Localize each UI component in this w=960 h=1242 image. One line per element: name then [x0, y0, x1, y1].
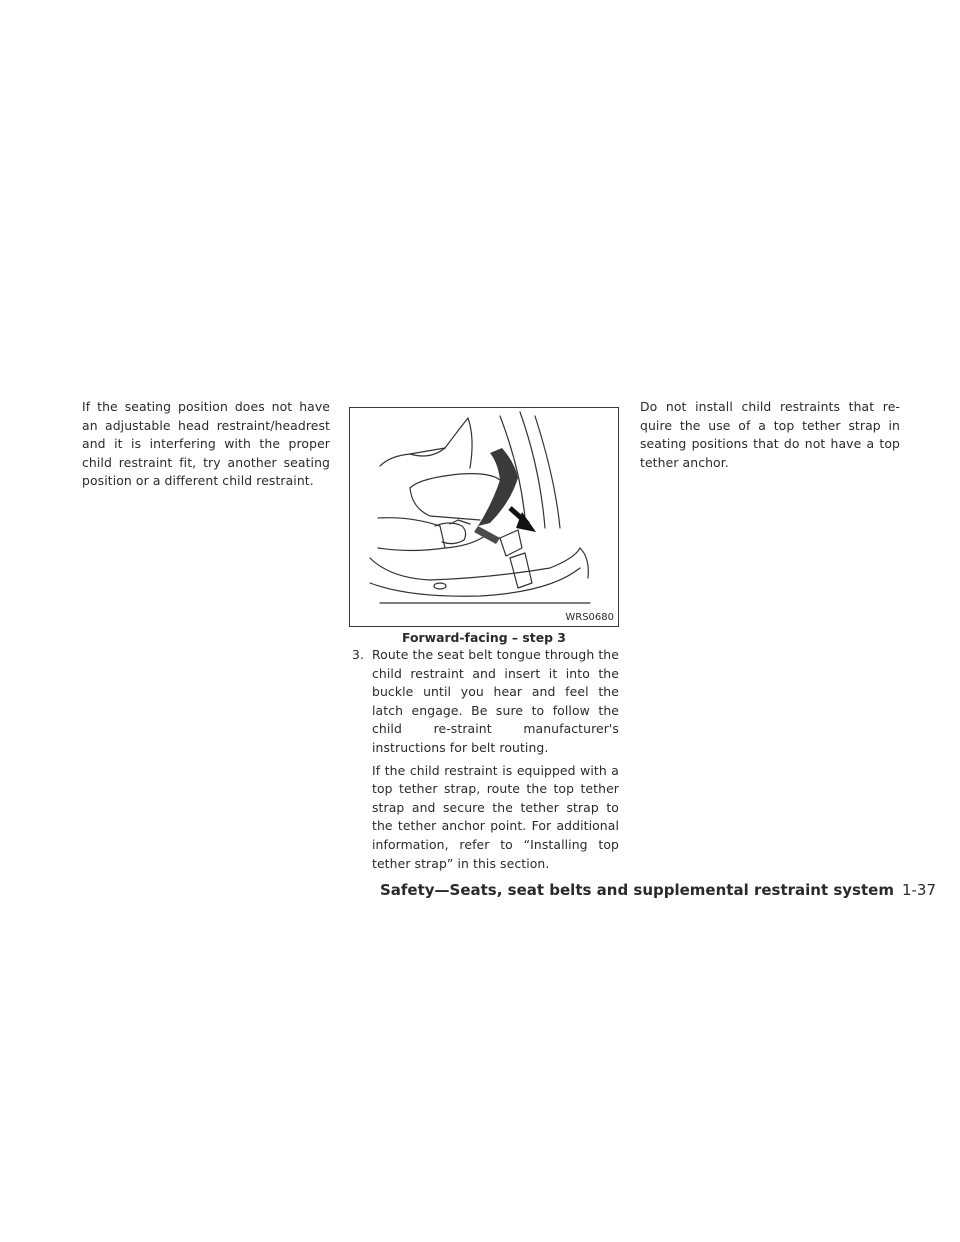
page-number: 1-37	[901, 881, 936, 899]
figure-illustration	[349, 407, 619, 627]
step-text: Route the seat belt tongue through the child restraint and insert it into the buckle until you hear and feel the latch engage. Be sure to follow the child re-straint manufacturer's instructions for belt routing.	[372, 647, 619, 755]
step-3	[352, 646, 619, 873]
page-footer	[380, 880, 936, 900]
seat-belt-buckle-illustration	[350, 408, 619, 627]
right-column	[640, 398, 900, 472]
figure-caption: Forward-facing – step 3	[402, 630, 566, 645]
step-number: 3.	[352, 647, 365, 662]
tether-anchor-paragraph: Do not install child restraints that re-quire the use of a top tether strap in seating positions that do not have a top tether anchor.	[640, 399, 900, 470]
head-restraint-paragraph: If the seating position does not have an adjustable head restraint/headrest and it is interfering with the proper child restraint fit, try another seating position or a different child restraint.	[82, 399, 330, 489]
top-tether-paragraph: If the child restraint is equipped with a top tether strap, route the top tether strap and secure the tether strap to the tether anchor point. For additional information, refer to “Installing top tether strap” in this section.	[372, 762, 619, 871]
left-column	[82, 398, 330, 491]
section-title: Safety—Seats, seat belts and supplemental restraint system	[379, 881, 894, 899]
figure-code: WRS0680	[565, 612, 614, 623]
